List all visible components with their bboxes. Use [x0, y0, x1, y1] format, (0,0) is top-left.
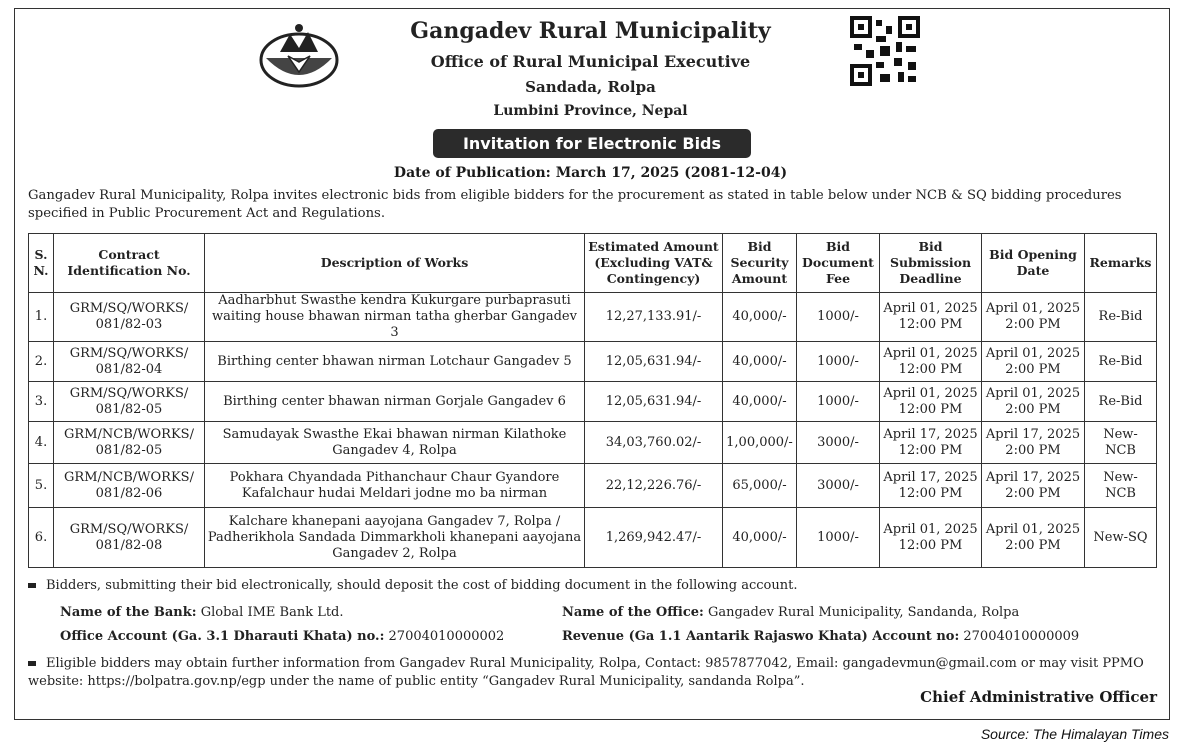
header-sn: S. N.: [29, 234, 54, 293]
cell-amount: 1,269,942.47/-: [585, 508, 723, 568]
cell-deadline: April 17, 2025 12:00 PM: [880, 422, 982, 464]
cell-remarks: Re-Bid: [1085, 342, 1157, 382]
header-fee: Bid Document Fee: [797, 234, 880, 293]
table-row: [29, 464, 1157, 508]
cell-sn: 4.: [29, 422, 54, 464]
cell-contract: GRM/SQ/WORKS/ 081/82-08: [54, 508, 205, 568]
cell-fee: 1000/-: [797, 342, 880, 382]
cell-fee: 1000/-: [797, 293, 880, 342]
cell-contract: GRM/SQ/WORKS/ 081/82-03: [54, 293, 205, 342]
office-name-label: Name of the Office:: [562, 605, 704, 620]
cell-deadline: April 01, 2025 12:00 PM: [880, 508, 982, 568]
notice-banner: Invitation for Electronic Bids: [433, 129, 751, 158]
cell-fee: 1000/-: [797, 382, 880, 422]
cell-security: 40,000/-: [723, 382, 797, 422]
cell-opening: April 01, 2025 2:00 PM: [982, 293, 1085, 342]
cell-security: 40,000/-: [723, 508, 797, 568]
table-row: [29, 508, 1157, 568]
cell-sn: 3.: [29, 382, 54, 422]
deposit-note: [28, 578, 797, 593]
cell-description: Pokhara Chyandada Pithanchaur Chaur Gyandore Kafalchaur hudai Meldari jodne mo ba nirman: [205, 464, 585, 508]
cell-description: Kalchare khanepani aayojana Gangadev 7, Rolpa / Padherikhola Sandada Dimmarkholi khanepani aayojana Gangadev 2, Rolpa: [205, 508, 585, 568]
cell-amount: 12,05,631.94/-: [585, 382, 723, 422]
info-note-text: Eligible bidders may obtain further information from Gangadev Rural Municipality, Rolpa, Contact: 9857877042, Email: gangadevmun@gmail.com or may visit PPMO website: https://bolpatra.gov.np/egp under the name of public entity “Gangadev Rural Municipality, sandanda Rolpa”.: [28, 656, 1144, 689]
header-remarks: Remarks: [1085, 234, 1157, 293]
cell-remarks: Re-Bid: [1085, 382, 1157, 422]
office-account-label: Office Account (Ga. 3.1 Dharauti Khata) no.:: [60, 629, 385, 644]
office-name-line: [562, 605, 1019, 620]
table-header-row: [29, 234, 1157, 293]
table-row: [29, 293, 1157, 342]
info-note: [28, 655, 1158, 691]
source-credit: Source: The Himalayan Times: [980, 726, 1169, 742]
publication-date: Date of Publication: March 17, 2025 (2081-12-04): [393, 165, 788, 181]
header-amount: Estimated Amount (Excluding VAT& Contingency): [585, 234, 723, 293]
table-row: [29, 382, 1157, 422]
cell-remarks: New- NCB: [1085, 422, 1157, 464]
cell-sn: 6.: [29, 508, 54, 568]
cell-opening: April 01, 2025 2:00 PM: [982, 342, 1085, 382]
cell-amount: 12,27,133.91/-: [585, 293, 723, 342]
cell-security: 40,000/-: [723, 293, 797, 342]
cell-remarks: New-SQ: [1085, 508, 1157, 568]
cell-security: 40,000/-: [723, 342, 797, 382]
cell-description: Birthing center bhawan nirman Gorjale Gangadev 6: [205, 382, 585, 422]
cell-remarks: New- NCB: [1085, 464, 1157, 508]
office-address: Sandada, Rolpa: [525, 78, 656, 96]
cell-amount: 22,12,226.76/-: [585, 464, 723, 508]
revenue-line: [562, 629, 1079, 644]
header-description: Description of Works: [205, 234, 585, 293]
cell-opening: April 01, 2025 2:00 PM: [982, 382, 1085, 422]
office-name-value: Gangadev Rural Municipality, Sandanda, Rolpa: [707, 605, 1020, 620]
cell-fee: 1000/-: [797, 508, 880, 568]
cell-contract: GRM/NCB/WORKS/ 081/82-05: [54, 422, 205, 464]
header-deadline: Bid Submission Deadline: [880, 234, 982, 293]
cell-fee: 3000/-: [797, 422, 880, 464]
cell-deadline: April 01, 2025 12:00 PM: [880, 382, 982, 422]
province: Lumbini Province, Nepal: [493, 103, 688, 119]
header-opening: Bid Opening Date: [982, 234, 1085, 293]
cell-deadline: April 01, 2025 12:00 PM: [880, 293, 982, 342]
bullet-icon: [28, 583, 36, 588]
header-contract: Contract Identification No.: [54, 234, 205, 293]
bank-value: Global IME Bank Ltd.: [200, 605, 344, 620]
table-row: [29, 342, 1157, 382]
table-row: [29, 422, 1157, 464]
cell-description: Birthing center bhawan nirman Lotchaur Gangadev 5: [205, 342, 585, 382]
cell-opening: April 01, 2025 2:00 PM: [982, 508, 1085, 568]
bank-label: Name of the Bank:: [60, 605, 197, 620]
intro-paragraph: Gangadev Rural Municipality, Rolpa invites electronic bids from eligible bidders for the procurement as stated in table below under NCB & SQ bidding procedures specified in Public Procurement Act and Regulations.: [28, 188, 1122, 221]
bids-table: [28, 233, 1157, 568]
revenue-label: Revenue (Ga 1.1 Aantarik Rajaswo Khata) Account no:: [562, 629, 960, 644]
header-security: Bid Security Amount: [723, 234, 797, 293]
cell-amount: 34,03,760.02/-: [585, 422, 723, 464]
cell-sn: 1.: [29, 293, 54, 342]
cell-contract: GRM/NCB/WORKS/ 081/82-06: [54, 464, 205, 508]
cell-remarks: Re-Bid: [1085, 293, 1157, 342]
cell-opening: April 17, 2025 2:00 PM: [982, 464, 1085, 508]
cell-amount: 12,05,631.94/-: [585, 342, 723, 382]
municipality-title: Gangadev Rural Municipality: [410, 18, 771, 44]
cell-opening: April 17, 2025 2:00 PM: [982, 422, 1085, 464]
revenue-value: 27004010000009: [963, 629, 1080, 644]
deposit-note-text: Bidders, submitting their bid electronically, should deposit the cost of bidding document in the following account.: [46, 578, 798, 593]
cell-sn: 2.: [29, 342, 54, 382]
cell-deadline: April 17, 2025 12:00 PM: [880, 464, 982, 508]
cell-contract: GRM/SQ/WORKS/ 081/82-05: [54, 382, 205, 422]
office-account-line: [60, 629, 504, 644]
office-account-value: 27004010000002: [388, 629, 505, 644]
bank-line: [60, 605, 344, 620]
bullet-icon: [28, 661, 36, 666]
cell-security: 1,00,000/-: [723, 422, 797, 464]
cell-deadline: April 01, 2025 12:00 PM: [880, 342, 982, 382]
office-title: Office of Rural Municipal Executive: [430, 52, 751, 71]
signature-title: Chief Administrative Officer: [920, 688, 1157, 706]
cell-security: 65,000/-: [723, 464, 797, 508]
cell-contract: GRM/SQ/WORKS/ 081/82-04: [54, 342, 205, 382]
cell-sn: 5.: [29, 464, 54, 508]
cell-description: Aadharbhut Swasthe kendra Kukurgare purbaprasuti waiting house bhawan nirman tatha gherbar Gangadev 3: [205, 293, 585, 342]
cell-fee: 3000/-: [797, 464, 880, 508]
cell-description: Samudayak Swasthe Ekai bhawan nirman Kilathoke Gangadev 4, Rolpa: [205, 422, 585, 464]
